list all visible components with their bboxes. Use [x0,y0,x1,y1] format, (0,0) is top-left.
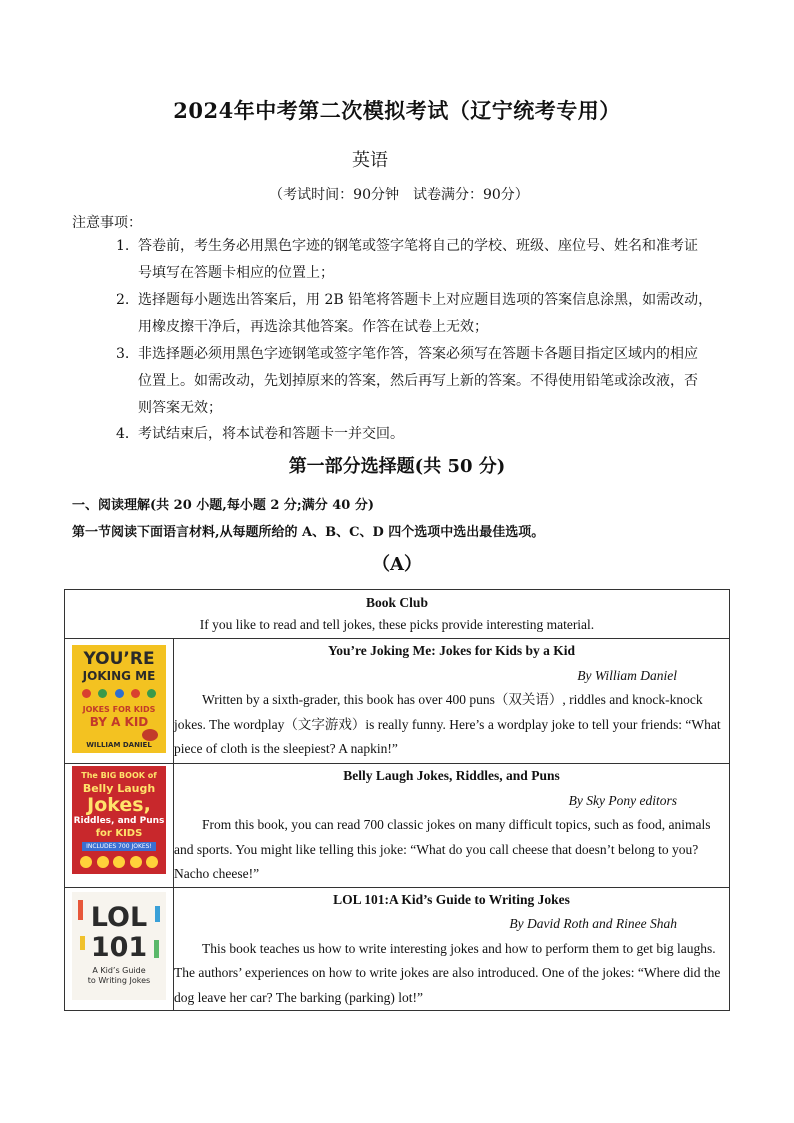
table-row [65,887,730,1011]
section-instructions: 第一节阅读下面语言材料,从每题所给的 A、B、C、D 四个选项中选出最佳选项。 [72,525,545,540]
book-club-table [64,589,730,1011]
notice-item: 2. 选择题每小题选出答案后，用 2B 铅笔将答题卡上对应题目选项的答案信息涂黑，如需改动， 用橡皮擦干净后，再选涂其他答案。作答在试卷上无效； [116,292,713,335]
passage-label: （A） [372,554,422,575]
book-entry [174,639,730,764]
book-club-header [65,590,730,639]
subject-label: 英语 [352,150,388,171]
book-entry [174,887,730,1011]
book-description: Written by a sixth-grader, this book has over 400 puns（双关语）, riddles and knock-knock jokes. The wordplay（文字游戏）is really funny. Here’s a wordplay joke to tell your friends: “What piece of cloth is the sleepiest? A napkin!” [174,692,721,756]
cover-cell [65,764,174,888]
table-row [65,764,730,888]
book-club-heading: Book Club [366,595,428,610]
book-title: Belly Laugh Jokes, Riddles, and Puns [343,768,560,783]
notice-item: 1. 答卷前，考生务必用黑色字迹的钢笔或签字笔将自己的学校、班级、座位号、姓名和准考证 号填写在答题卡相应的位置上； [116,238,698,281]
smiley-face-icons [80,856,158,868]
page-title: 2024年中考第二次模拟考试（辽宁统考专用） [173,98,621,123]
book-description: From this book, you can read 700 classic jokes on many difficult topics, such as food, animals and sports. You might like telling this joke: “What do you call cheese that doesn’t belong to you? Nacho cheese!” [174,817,711,881]
notice-item: 3. 非选择题必须用黑色字迹钢笔或签字笔作答，答案必须写在答题卡各题目指定区域内的相应 位置上。如需改动，先划掉原来的答案，然后再写上新的答案。不得使用铅笔或涂改液，否 则答案无效； [116,346,698,416]
book-entry [174,764,730,888]
book-club-subheading: If you like to read and tell jokes, these picks provide interesting material. [199,617,595,632]
book-author: By David Roth and Rinee Shah [509,916,677,931]
table-row [65,639,730,764]
book-author: By William Daniel [577,667,677,683]
part-title: 第一部分选择题(共 50 分) [288,456,506,477]
book-cover-image: The BIG BOOK of Belly Laugh Jokes, Riddles, and Puns for KIDS INCLUDES 700 JOKES! [72,766,166,874]
cover-cell [65,887,174,1011]
notice-item: 4． 考试结束后，将本试卷和答题卡一并交回。 [116,426,404,442]
book-title: LOL 101:A Kid’s Guide to Writing Jokes [333,891,570,907]
notice-heading: 注意事项： [72,215,142,231]
book-cover-image: LOL 101 A Kid’s Guide to Writing Jokes [72,892,166,1000]
book-author: By Sky Pony editors [568,792,677,808]
book-description: This book teaches us how to write interesting jokes and how to perform them to get big laughs. The authors’ experiences on how to write jokes are also introduced. One of the jokes: “Where did the dog leave her car? The barking (parking) lot!” [174,940,721,1005]
cover-cell [65,639,174,764]
section-title: 一、阅读理解(共 20 小题,每小题 2 分;满分 40 分) [72,498,375,513]
exam-info: （考试时间：90分钟 试卷满分：90分） [269,187,529,203]
decorative-dots [82,689,156,698]
book-title: You’re Joking Me: Jokes for Kids by a Kid [327,643,576,658]
badge-icon [142,729,158,741]
book-cover-image: YOU’RE JOKING ME JOKES FOR KIDS BY A KID WILLIAM DANIEL [72,645,166,753]
